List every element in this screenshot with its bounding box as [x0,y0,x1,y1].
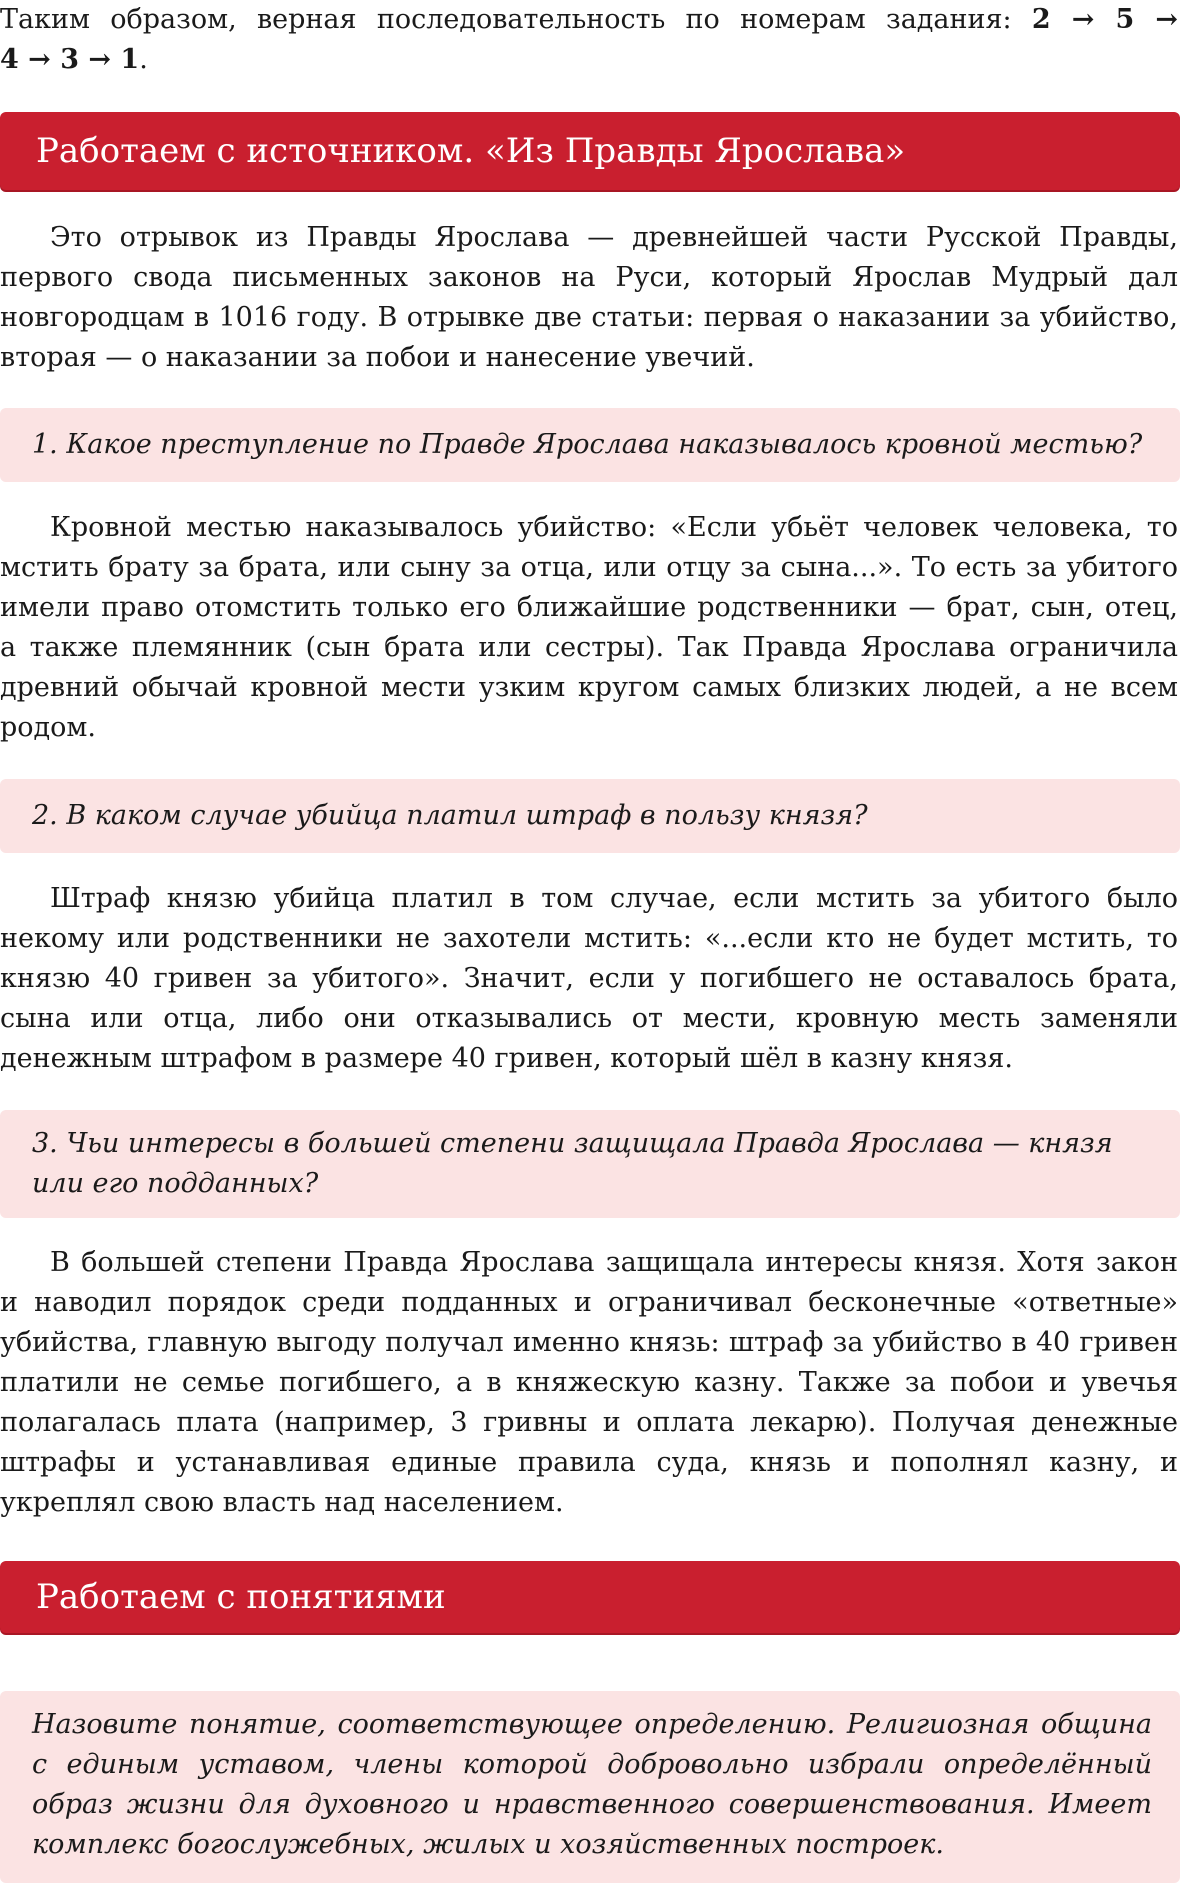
section-banner-source [0,112,1180,190]
section-title: Работаем с источником. «Из Правды Ярослава» [36,131,906,171]
sequence-line2: 4 → 3 → 1 [0,44,140,75]
question-text: 1. Какое преступление по Правде Ярослава наказывалось кровной местью? [32,429,1143,460]
question-box [0,408,1180,482]
intro-end: . [139,44,148,75]
question-text: 2. В каком случае убийца платил штраф в пользу князя? [32,800,868,831]
question-box [0,779,1180,853]
source-lead-paragraph: Это отрывок из Правды Ярослава — древнейшей части Русской Правды, первого свода письменных законов на Руси, который Ярослав Мудрый дал новгородцам в 1016 году. В отрывке две статьи: первая о наказании за убийство, вторая — о наказании за побои и нанесение увечий. [0,222,1178,373]
concept-task-box [0,1691,1180,1883]
intro-text: Таким образом, верная последовательность по номерам задания: [0,4,1032,35]
section-banner-concepts [0,1561,1180,1633]
answer-paragraph: Кровной местью наказывалось убийство: «Если убьёт человек человека, то мстить брату за брата, или сыну за отца, или отцу за сына...». То есть за убитого имели право отомстить только его ближайшие родственники — брат, сын, отец, а также племянник (сын брата или сестры). Так Правда Ярослава ограничила древний обычай кровной мести узким кругом самых близких людей, а не всем родом. [0,512,1178,743]
sequence-line1: 2 → 5 → [1031,4,1178,35]
concept-task-text: Назовите понятие, соответствующее определению. Религиозная община с единым уставом, члены которой добровольно избрали определённый образ жизни для духовного и нравственного совершенствования. Имеет комплекс богослужебных, жилых и хозяйственных построек. [32,1709,1152,1860]
question-box [0,1110,1180,1218]
answer-paragraph: В большей степени Правда Ярослава защищала интересы князя. Хотя закон и наводил порядок среди подданных и ограничивал бесконечные «ответные» убийства, главную выгоду получал именно князь: штраф за убийство в 40 гривен платили не семье погибшего, а в княжескую казну. Также за побои и увечья полагалась плата (например, 3 гривны и оплата лекарю). Получая денежные штрафы и устанавливая единые правила суда, князь и пополнял казну, и укреплял свою власть над населением. [0,1247,1178,1518]
intro-paragraph [0,0,1178,80]
section-title: Работаем с понятиями [36,1577,446,1617]
answer-paragraph: Штраф князю убийца платил в том случае, если мстить за убитого было некому или родственники не захотели мстить: «...если кто не будет мстить, то князю 40 гривен за убитого». Значит, если у погибшего не оставалось брата, сына или отца, либо они отказывались от мести, кровную месть заменяли денежным штрафом в размере 40 гривен, который шёл в казну князя. [0,883,1178,1074]
question-text: 3. Чьи интересы в большей степени защищала Правда Ярослава — князя или его подданных? [32,1128,1113,1199]
